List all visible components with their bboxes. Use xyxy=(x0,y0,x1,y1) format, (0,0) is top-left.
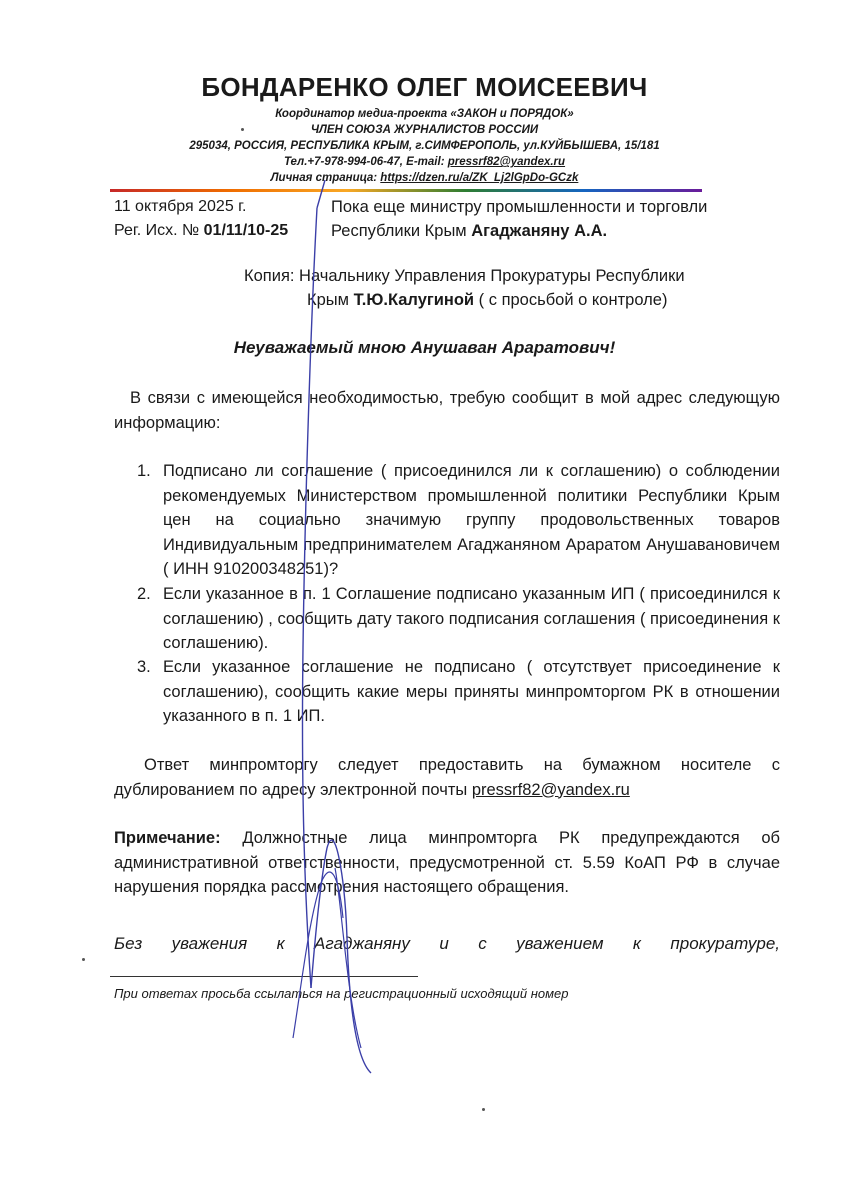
list-item-3-text: Если указанное соглашение не подписано ( отсутствует присоединение к соглашению), сообщить какие меры приняты минпромторгом РК в отношении указанного в п. 1 ИП. xyxy=(163,658,780,725)
scan-speck xyxy=(82,958,85,961)
page-label: Личная страница: xyxy=(270,172,381,184)
handwritten-signature xyxy=(275,178,395,1078)
answer-text: Ответ минпромторгу следует предоставить на бумажном носителе с дублированием по адресу электронной почты xyxy=(114,756,780,799)
header-email-link[interactable]: pressrf82@yandex.ru xyxy=(447,156,566,168)
list-item-1-text: Подписано ли соглашение ( присоединился ли к соглашению) о соблюдении рекомендуемых Министерством промышленной политики Республики Крым цен на социально значимую группу продовольственных товаров Индивидуальным предпринимателем Агаджаняном Араратом Анушавановичем ( ИНН 910200348251)? xyxy=(163,462,780,578)
answer-email-link[interactable]: pressrf82@yandex.ru xyxy=(471,780,630,799)
list-item-2-number: 2. xyxy=(137,585,151,603)
closing-line: Без уважения к Агаджаняну и с уважением к прокуратуре, xyxy=(114,934,780,953)
scan-speck xyxy=(482,1108,485,1111)
phone-text: Тел.+7-978-994-06-47, E-mail: xyxy=(283,156,448,168)
list-item-1-number: 1. xyxy=(137,462,151,480)
list-item-3-number: 3. xyxy=(137,658,151,676)
reg-label: Рег. Исх. № xyxy=(114,222,204,239)
reg-number: 01/11/10-25 xyxy=(203,222,289,239)
recipient-line-1: Пока еще министру промышленности и торговли xyxy=(331,198,708,216)
sender-address: 295034, РОССИЯ, РЕСПУБЛИКА КРЫМ, г.СИМФЕРОПОЛЬ, ул.КУЙБЫШЕВА, 15/181 xyxy=(189,140,660,152)
header-page-link[interactable]: https://dzen.ru/a/ZK_Lj2lGpDo-GCzk xyxy=(380,172,579,184)
copy-region: Крым xyxy=(307,291,354,309)
sender-page xyxy=(0,172,849,184)
note-label: Примечание: xyxy=(114,829,221,847)
recipient-region: Республики Крым xyxy=(331,222,472,240)
greeting: Неуважаемый мною Анушаван Араратович! xyxy=(233,338,616,357)
letterhead-divider xyxy=(110,189,702,192)
letter-date: 11 октября 2025 г. xyxy=(114,198,247,215)
reg-number-line xyxy=(114,219,288,243)
intro-paragraph: В связи с имеющейся необходимостью, требую сообщит в мой адрес следующую информацию: xyxy=(114,389,780,432)
sender-membership: ЧЛЕН СОЮЗА ЖУРНАЛИСТОВ РОССИИ xyxy=(310,124,539,136)
copy-line-1: Копия: Начальнику Управления Прокуратуры Республики xyxy=(244,267,685,285)
sender-coordinator: Координатор медиа-проекта «ЗАКОН и ПОРЯДОК» xyxy=(275,108,574,120)
footnote: При ответах просьба ссылаться на регистрационный исходящий номер xyxy=(114,986,569,1001)
scan-speck xyxy=(241,128,244,131)
copy-recipient-name: Т.Ю.Калугиной xyxy=(353,291,475,309)
copy-request: ( с просьбой о контроле) xyxy=(474,291,668,309)
note-paragraph xyxy=(114,826,780,900)
answer-paragraph xyxy=(114,753,780,802)
sender-contacts xyxy=(0,156,849,168)
recipient-name: Агаджаняну А.А. xyxy=(471,222,608,240)
sender-name: БОНДАРЕНКО ОЛЕГ МОИСЕЕВИЧ xyxy=(201,72,648,102)
note-text: Должностные лица минпромторга РК предупреждаются об административной ответственности, предусмотренной ст. 5.59 КоАП РФ в случае нарушения порядка рассмотрения настоящего обращения. xyxy=(114,829,780,896)
list-item-2-text: Если указанное в п. 1 Соглашение подписано указанным ИП ( присоединился к соглашению) , сообщить дату такого подписания соглашения ( присоединения к соглашению). xyxy=(163,585,780,652)
